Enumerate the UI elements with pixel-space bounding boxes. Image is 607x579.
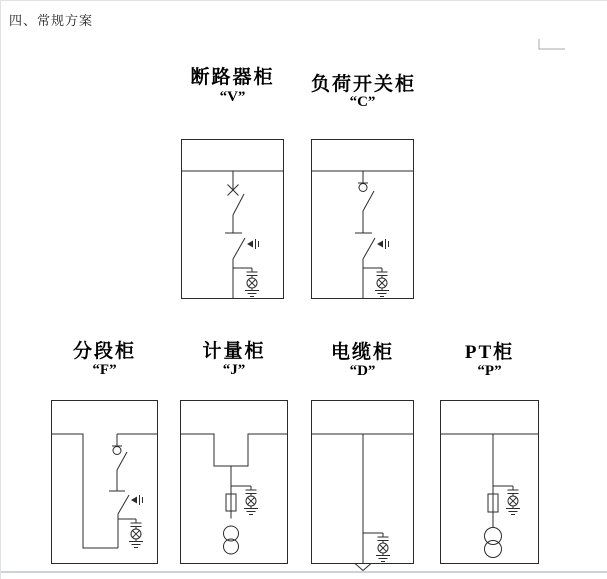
pt-cabinet-diagram (440, 400, 539, 565)
lower-switch-symbol (363, 238, 375, 259)
cable-outgoing-arrow (355, 564, 371, 571)
voltage-indicator-symbol (376, 533, 390, 562)
load-switch-symbol (112, 434, 127, 470)
busbar-divider-notched (181, 434, 288, 466)
metering-cabinet-diagram (180, 400, 288, 565)
cabinet-outline (52, 401, 158, 564)
voltage-indicator-symbol (375, 268, 389, 297)
cabinet-label-metering: 计量柜 (202, 341, 266, 362)
fuse-symbol (226, 494, 236, 519)
operation-arrow-icon (247, 239, 259, 249)
cabinet-code-metering: “J” (222, 362, 246, 378)
section-cabinet-diagram (51, 400, 158, 565)
bus-loop-left (52, 434, 119, 548)
pt-winding-symbol (485, 528, 502, 558)
circuit-breaker-symbol (228, 171, 245, 215)
cabinet-code-pt: “P” (477, 363, 502, 379)
cabinet-label-pt: PT柜 (464, 342, 515, 363)
cabinet-outline (441, 401, 539, 564)
cabinet-outline (181, 401, 288, 564)
cabinet-label-section: 分段柜 (72, 341, 136, 362)
operation-arrow-icon (131, 495, 143, 505)
page-bottom-rule (1, 571, 607, 573)
voltage-indicator-symbol (245, 268, 259, 297)
voltage-indicator-symbol (244, 486, 258, 515)
cabinet-label-breaker: 断路器柜 (190, 67, 275, 88)
load-switch-cabinet-diagram (311, 139, 414, 300)
voltage-indicator-symbol (129, 519, 143, 548)
fuse-symbol (488, 494, 498, 528)
cable-cabinet-diagram (311, 400, 414, 573)
voltage-indicator-symbol (506, 486, 520, 515)
cabinet-code-section: “F” (92, 362, 117, 378)
load-switch-symbol (358, 171, 374, 211)
text-boundary-mark (538, 38, 568, 52)
cabinet-code-load-switch: “C” (349, 94, 376, 110)
cabinet-code-cable: “D” (349, 363, 376, 379)
breaker-cabinet-diagram (181, 139, 284, 300)
operation-arrow-icon (377, 239, 389, 249)
lower-switch-symbol (233, 238, 245, 259)
cabinet-label-load-switch: 负荷开关柜 (311, 74, 417, 95)
pt-winding-symbol (224, 526, 239, 554)
cabinet-label-cable: 电缆柜 (330, 342, 394, 363)
cabinet-code-breaker: “V” (219, 89, 246, 105)
section-title: 四、常规方案 (9, 13, 94, 28)
lower-switch-symbol (118, 495, 129, 514)
